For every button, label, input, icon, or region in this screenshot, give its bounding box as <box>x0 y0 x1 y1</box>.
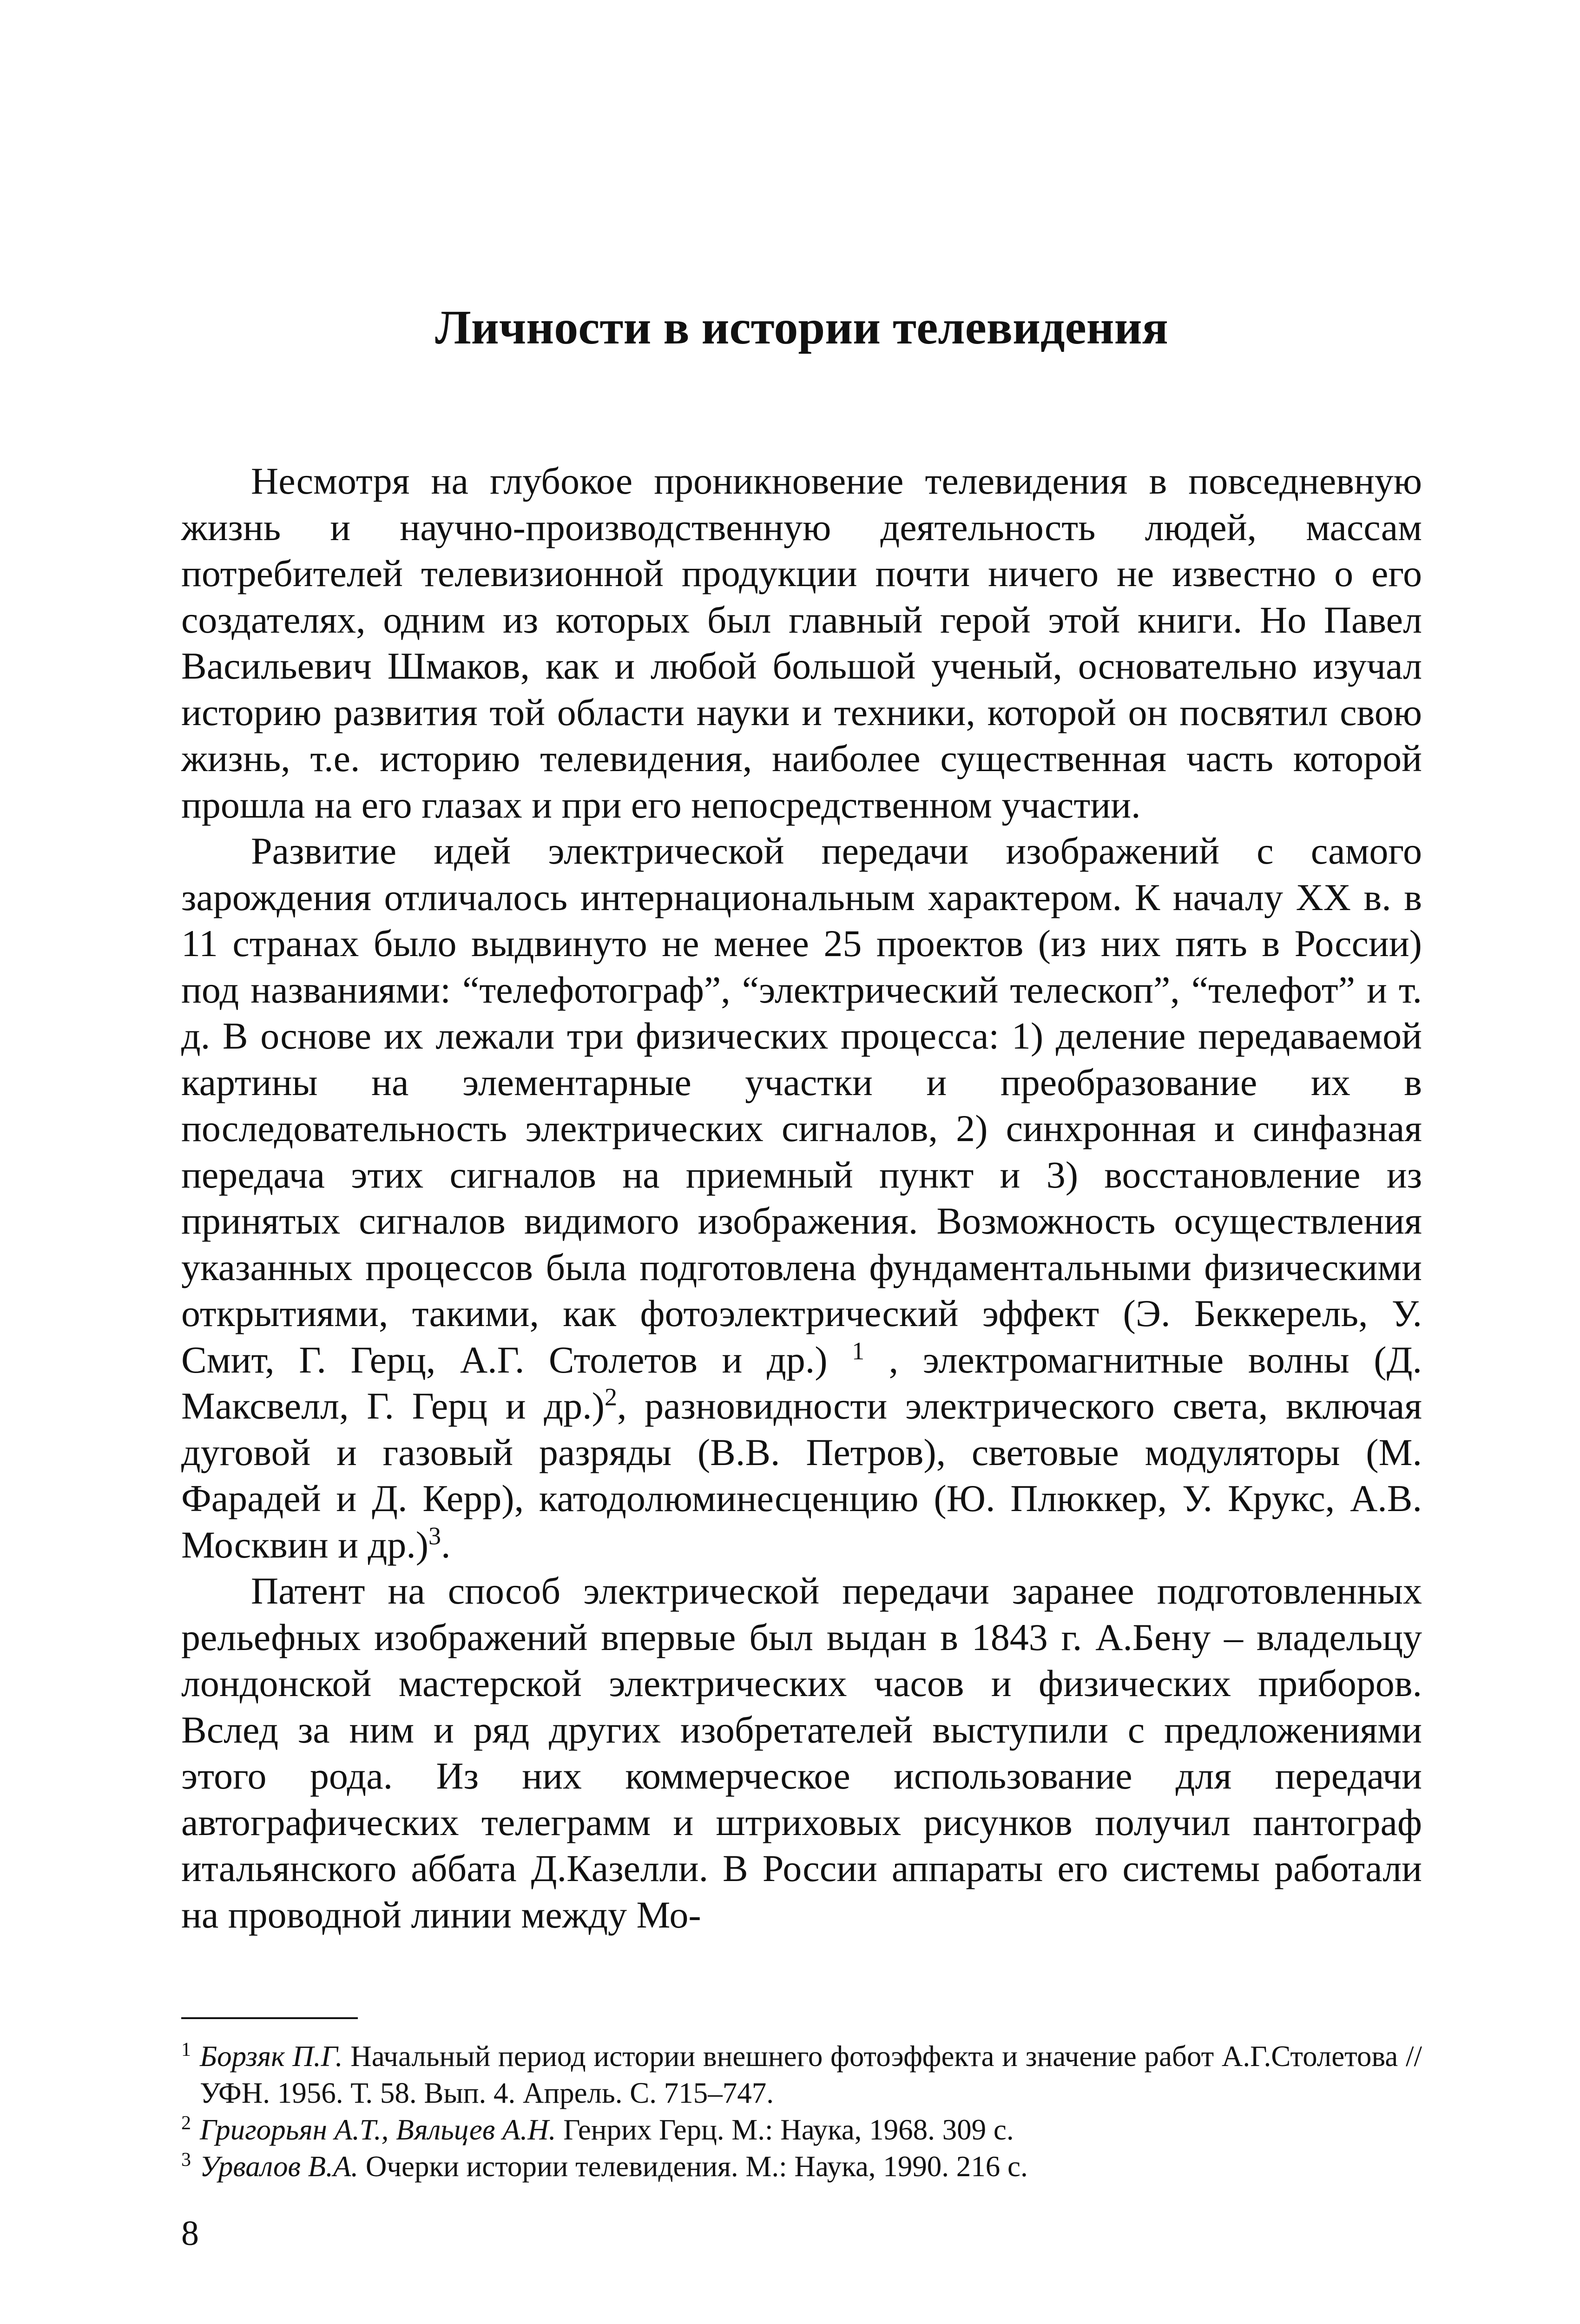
body-paragraph-2 <box>181 828 1422 1568</box>
chapter-title: Личности в истории телевидения <box>435 301 1168 354</box>
paragraph-text: Развитие идей электрической передачи изображений с самого зарождения отличалось интернациональным характером. К началу XX в. в 11 странах было выдвинуто не менее 25 проектов (из них пять в России) под названиями: “телефотограф”, “электрический телескоп”, “телефот” и т. д. В основе их лежали три физических процесса: 1) деление передаваемой картины на элементарные участки и преобразование их в последовательность электрических сигналов, 2) синхронная и синфазная передача этих сигналов на приемный пункт и 3) восстановление из принятых сигналов видимого изображения. Возможность осуществления указанных процессов была подготовлена фундаментальными физическими открытиями, такими, как фотоэлектрический эффект (Э. Беккерель, У. Смит, Г. Герц, А.Г. Столетов и др.) <box>181 830 1422 1381</box>
paragraph-text: Несмотря на глубокое проникновение телевидения в повседневную жизнь и научно-производственную деятельность людей, массам потребителей телевизионной продукции почти ничего не известно о его создателях, одним из которых был главный герой этой книги. Но Павел Васильевич Шмаков, как и любой большой ученый, основательно изучал историю развития той области науки и техники, которой он посвятил свою жизнь, т.е. историю телевидения, наиболее существенная часть которой прошла на его глазах и при его непосредственном участии. <box>181 460 1422 826</box>
paragraph-text: , электромагнитные волны (Д. Максвелл, Г. Герц и др.) <box>181 1338 1422 1427</box>
footnote-text: Очерки истории телевидения. М.: Наука, 1990. 216 с. <box>358 2150 1028 2183</box>
footnote-reference: 2 <box>604 1383 617 1411</box>
footnote-reference: 1 <box>852 1337 865 1365</box>
body-text <box>181 458 1422 1938</box>
footnote-separator <box>181 2017 358 2019</box>
paragraph-text: . <box>441 1523 451 1566</box>
body-paragraph-3 <box>181 1568 1422 1938</box>
footnote-author: Григорьян А.Т., Вяльцев А.Н. <box>200 2113 556 2146</box>
body-paragraph-1 <box>181 458 1422 828</box>
footnote-reference: 3 <box>428 1522 441 1550</box>
footnote-3: 3 Урвалов В.А. Очерки истории телевидения. М.: Наука, 1990. 216 с. <box>181 2149 1028 2183</box>
footnote-text: Начальный период истории внешнего фотоэффекта и значение работ А.Г.Столетова // УФН. 1956. Т. 58. Вып. 4. Апрель. С. 715–747. <box>200 2040 1422 2109</box>
footnote-author: Борзяк П.Г. <box>200 2040 343 2073</box>
footnote-1: 1 Борзяк П.Г. Начальный период истории внешнего фотоэффекта и значение работ А.Г.Столетова // УФН. 1956. Т. 58. Вып. 4. Апрель. С. 715–747. <box>181 2039 1422 2109</box>
page-number: 8 <box>181 2214 199 2253</box>
footnotes <box>181 2038 1422 2185</box>
footnote-2: 2 Григорьян А.Т., Вяльцев А.Н. Генрих Герц. М.: Наука, 1968. 309 с. <box>181 2113 1014 2146</box>
footnote-author: Урвалов В.А. <box>200 2150 359 2183</box>
paragraph-text: , разновидности электрического света, включая дуговой и газовый разряды (В.В. Петров), световые модуляторы (М. Фарадей и Д. Керр), катодолюминесценцию (Ю. Плюккер, У. Крукс, А.В. Москвин и др.) <box>181 1385 1422 1566</box>
footnote-text: Генрих Герц. М.: Наука, 1968. 309 с. <box>556 2113 1014 2146</box>
paragraph-text: Патент на способ электрической передачи заранее подготовленных рельефных изображений впервые был выдан в 1843 г. А.Бену – владельцу лондонской мастерской электрических часов и физических приборов. Вслед за ним и ряд других изобретателей выступили с предложениями этого рода. Из них коммерческое использование для передачи автографических телеграмм и штриховых рисунков получил пантограф итальянского аббата Д.Казелли. В России аппараты его системы работали на проводной линии между Мо- <box>181 1570 1422 1936</box>
